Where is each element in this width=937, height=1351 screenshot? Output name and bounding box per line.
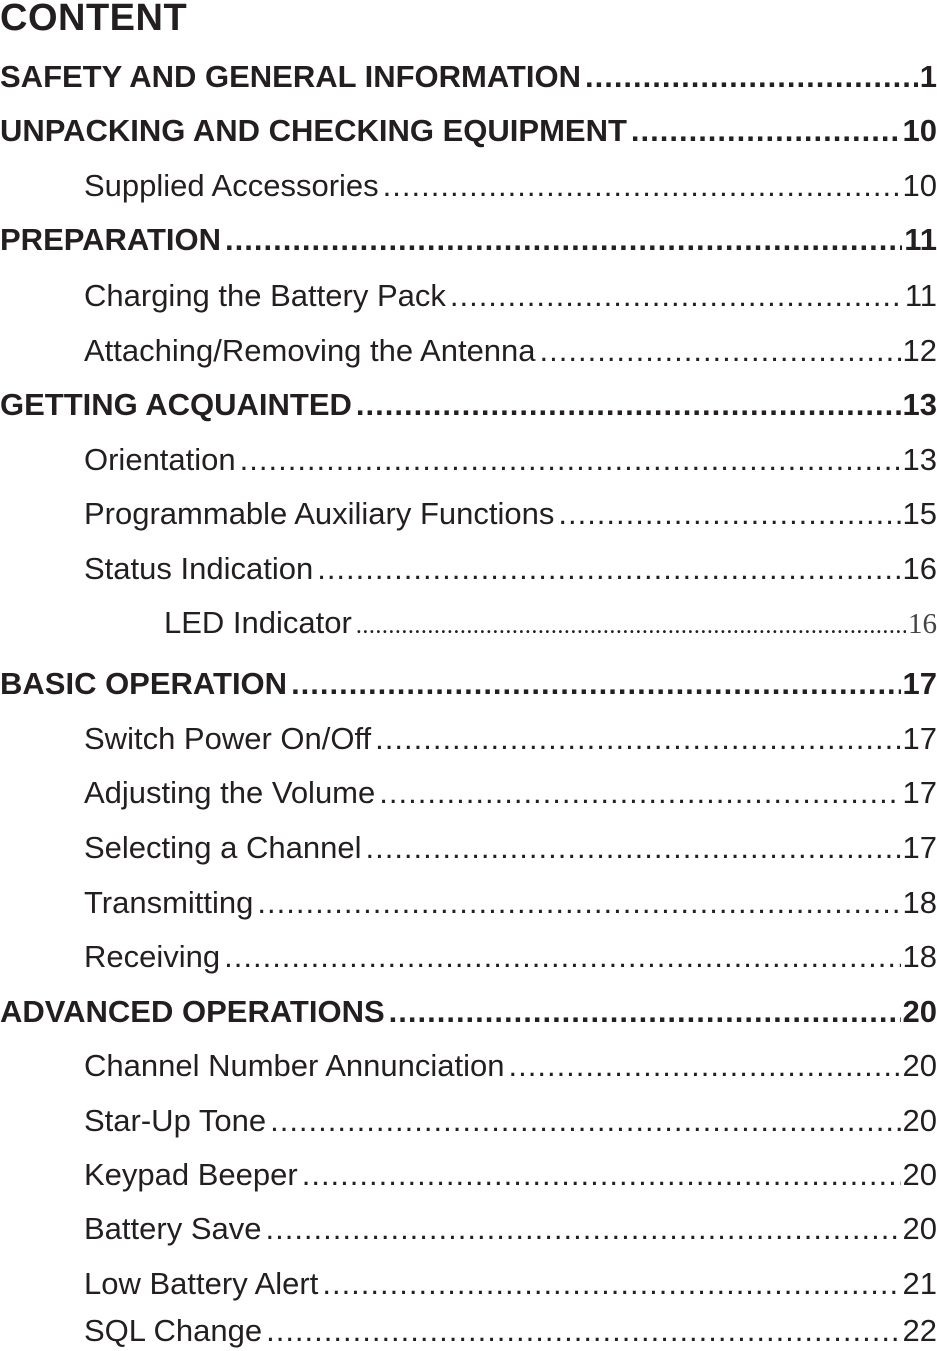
toc-entry-getting-acquainted[interactable] <box>0 385 937 425</box>
toc-entry-page-number: 22 <box>902 1313 937 1348</box>
toc-entry-page-number: 11 <box>904 278 937 313</box>
toc-entry-advanced-operations[interactable] <box>0 992 937 1032</box>
dot-leader <box>450 276 903 316</box>
toc-entry-label: BASIC OPERATION <box>0 666 288 701</box>
toc-entry-label: SQL Change <box>84 1313 263 1348</box>
toc-entry-preparation[interactable] <box>0 220 937 260</box>
toc-entry-label: Supplied Accessories <box>84 168 379 203</box>
toc-entry-page-number: 10 <box>902 113 937 148</box>
toc-entry-page-number: 15 <box>902 496 937 531</box>
toc-entry-label: GETTING ACQUAINTED <box>0 387 352 422</box>
dot-leader <box>270 1101 900 1141</box>
toc-entry-keypad-beeper[interactable] <box>84 1155 937 1195</box>
toc-entry-star-up-tone[interactable] <box>84 1101 937 1141</box>
toc-entry-battery-save[interactable] <box>84 1209 937 1249</box>
toc-entry-page-number: 13 <box>902 442 937 477</box>
dot-leader <box>375 719 900 759</box>
toc-entry-label: Programmable Auxiliary Functions <box>84 496 555 531</box>
dot-leader <box>379 773 900 813</box>
toc-entry-label: Star-Up Tone <box>84 1103 267 1138</box>
dot-leader <box>224 937 900 977</box>
toc-entry-page-number: 18 <box>902 939 937 974</box>
toc-entry-orientation[interactable] <box>84 440 937 480</box>
toc-entry-attaching-removing-the-antenna[interactable] <box>84 331 937 371</box>
dot-leader <box>266 1311 900 1351</box>
dot-leader <box>257 883 900 923</box>
dot-leader <box>291 664 900 704</box>
toc-entry-label: Selecting a Channel <box>84 830 362 865</box>
dot-leader <box>631 111 901 151</box>
toc-entry-label: Channel Number Annunciation <box>84 1048 505 1083</box>
toc-entry-supplied-accessories[interactable] <box>84 166 937 206</box>
toc-entry-page-number: 17 <box>902 775 937 810</box>
dot-leader <box>356 606 906 646</box>
toc-entry-page-number: 1 <box>919 59 937 94</box>
toc-entry-page-number: 20 <box>902 1103 937 1138</box>
toc-entry-label: Battery Save <box>84 1211 262 1246</box>
toc-entry-charging-the-battery-pack[interactable] <box>84 276 937 316</box>
toc-entry-label: Low Battery Alert <box>84 1266 319 1301</box>
toc-entry-label: Status Indication <box>84 551 314 586</box>
toc-entry-channel-number-annunciation[interactable] <box>84 1046 937 1086</box>
toc-entry-page-number: 20 <box>902 994 937 1029</box>
dot-leader <box>302 1155 901 1195</box>
toc-entry-label: LED Indicator <box>164 605 352 640</box>
toc-entry-label: Transmitting <box>84 885 254 920</box>
dot-leader <box>322 1264 900 1304</box>
dot-leader <box>389 992 901 1032</box>
toc-entry-page-number: 17 <box>902 721 937 756</box>
dot-leader <box>225 220 902 260</box>
toc-entry-label: Receiving <box>84 939 221 974</box>
toc-entry-selecting-a-channel[interactable] <box>84 828 937 868</box>
dot-leader <box>240 440 901 480</box>
toc-entry-page-number: 20 <box>902 1157 937 1192</box>
toc-entry-page-number: 20 <box>902 1048 937 1083</box>
toc-entry-basic-operation[interactable] <box>0 664 937 704</box>
toc-entry-label: Attaching/Removing the Antenna <box>84 333 536 368</box>
toc-entry-label: PREPARATION <box>0 222 222 257</box>
dot-leader <box>509 1046 901 1086</box>
toc-entry-page-number: 10 <box>902 168 937 203</box>
toc-entry-unpacking-and-checking-equipment[interactable] <box>0 111 937 151</box>
toc-entry-sql-change[interactable] <box>84 1311 937 1351</box>
dot-leader <box>365 828 900 868</box>
toc-entry-label: ADVANCED OPERATIONS <box>0 994 385 1029</box>
toc-entry-label: SAFETY AND GENERAL INFORMATION <box>0 59 581 94</box>
dot-leader <box>356 385 901 425</box>
toc-entry-switch-power-on-off[interactable] <box>84 719 937 759</box>
toc-entry-label: Adjusting the Volume <box>84 775 376 810</box>
toc-entry-label: UNPACKING AND CHECKING EQUIPMENT <box>0 113 627 148</box>
toc-entry-page-number: 18 <box>902 885 937 920</box>
toc-entry-page-number: 17 <box>902 666 937 701</box>
toc-entry-programmable-auxiliary-functions[interactable] <box>84 494 937 534</box>
toc-entry-transmitting[interactable] <box>84 883 937 923</box>
toc-entry-receiving[interactable] <box>84 937 937 977</box>
dot-leader <box>585 57 918 97</box>
toc-entry-page-number: 12 <box>902 333 937 368</box>
toc-entry-status-indication[interactable] <box>84 549 937 589</box>
toc-entry-page-number: 17 <box>902 830 937 865</box>
toc-entry-low-battery-alert[interactable] <box>84 1264 937 1304</box>
dot-leader <box>317 549 900 589</box>
dot-leader <box>265 1209 900 1249</box>
toc-entry-label: Charging the Battery Pack <box>84 278 446 313</box>
toc-entry-page-number: 16 <box>902 551 937 586</box>
dot-leader <box>540 331 901 371</box>
toc-entry-page-number: 16 <box>908 608 937 640</box>
toc-entry-adjusting-the-volume[interactable] <box>84 773 937 813</box>
toc-entry-label: Orientation <box>84 442 236 477</box>
toc-entry-page-number: 21 <box>902 1266 937 1301</box>
toc-entry-page-number: 20 <box>902 1211 937 1246</box>
toc-entry-led-indicator[interactable] <box>164 603 937 643</box>
toc-entry-page-number: 11 <box>904 222 937 257</box>
dot-leader <box>383 166 901 206</box>
page-title: CONTENT <box>0 0 188 39</box>
toc-entry-label: Switch Power On/Off <box>84 721 372 756</box>
toc-entry-label: Keypad Beeper <box>84 1157 298 1192</box>
toc-entry-safety-and-general-information[interactable] <box>0 57 937 97</box>
dot-leader <box>558 494 900 534</box>
toc-entry-page-number: 13 <box>902 387 937 422</box>
